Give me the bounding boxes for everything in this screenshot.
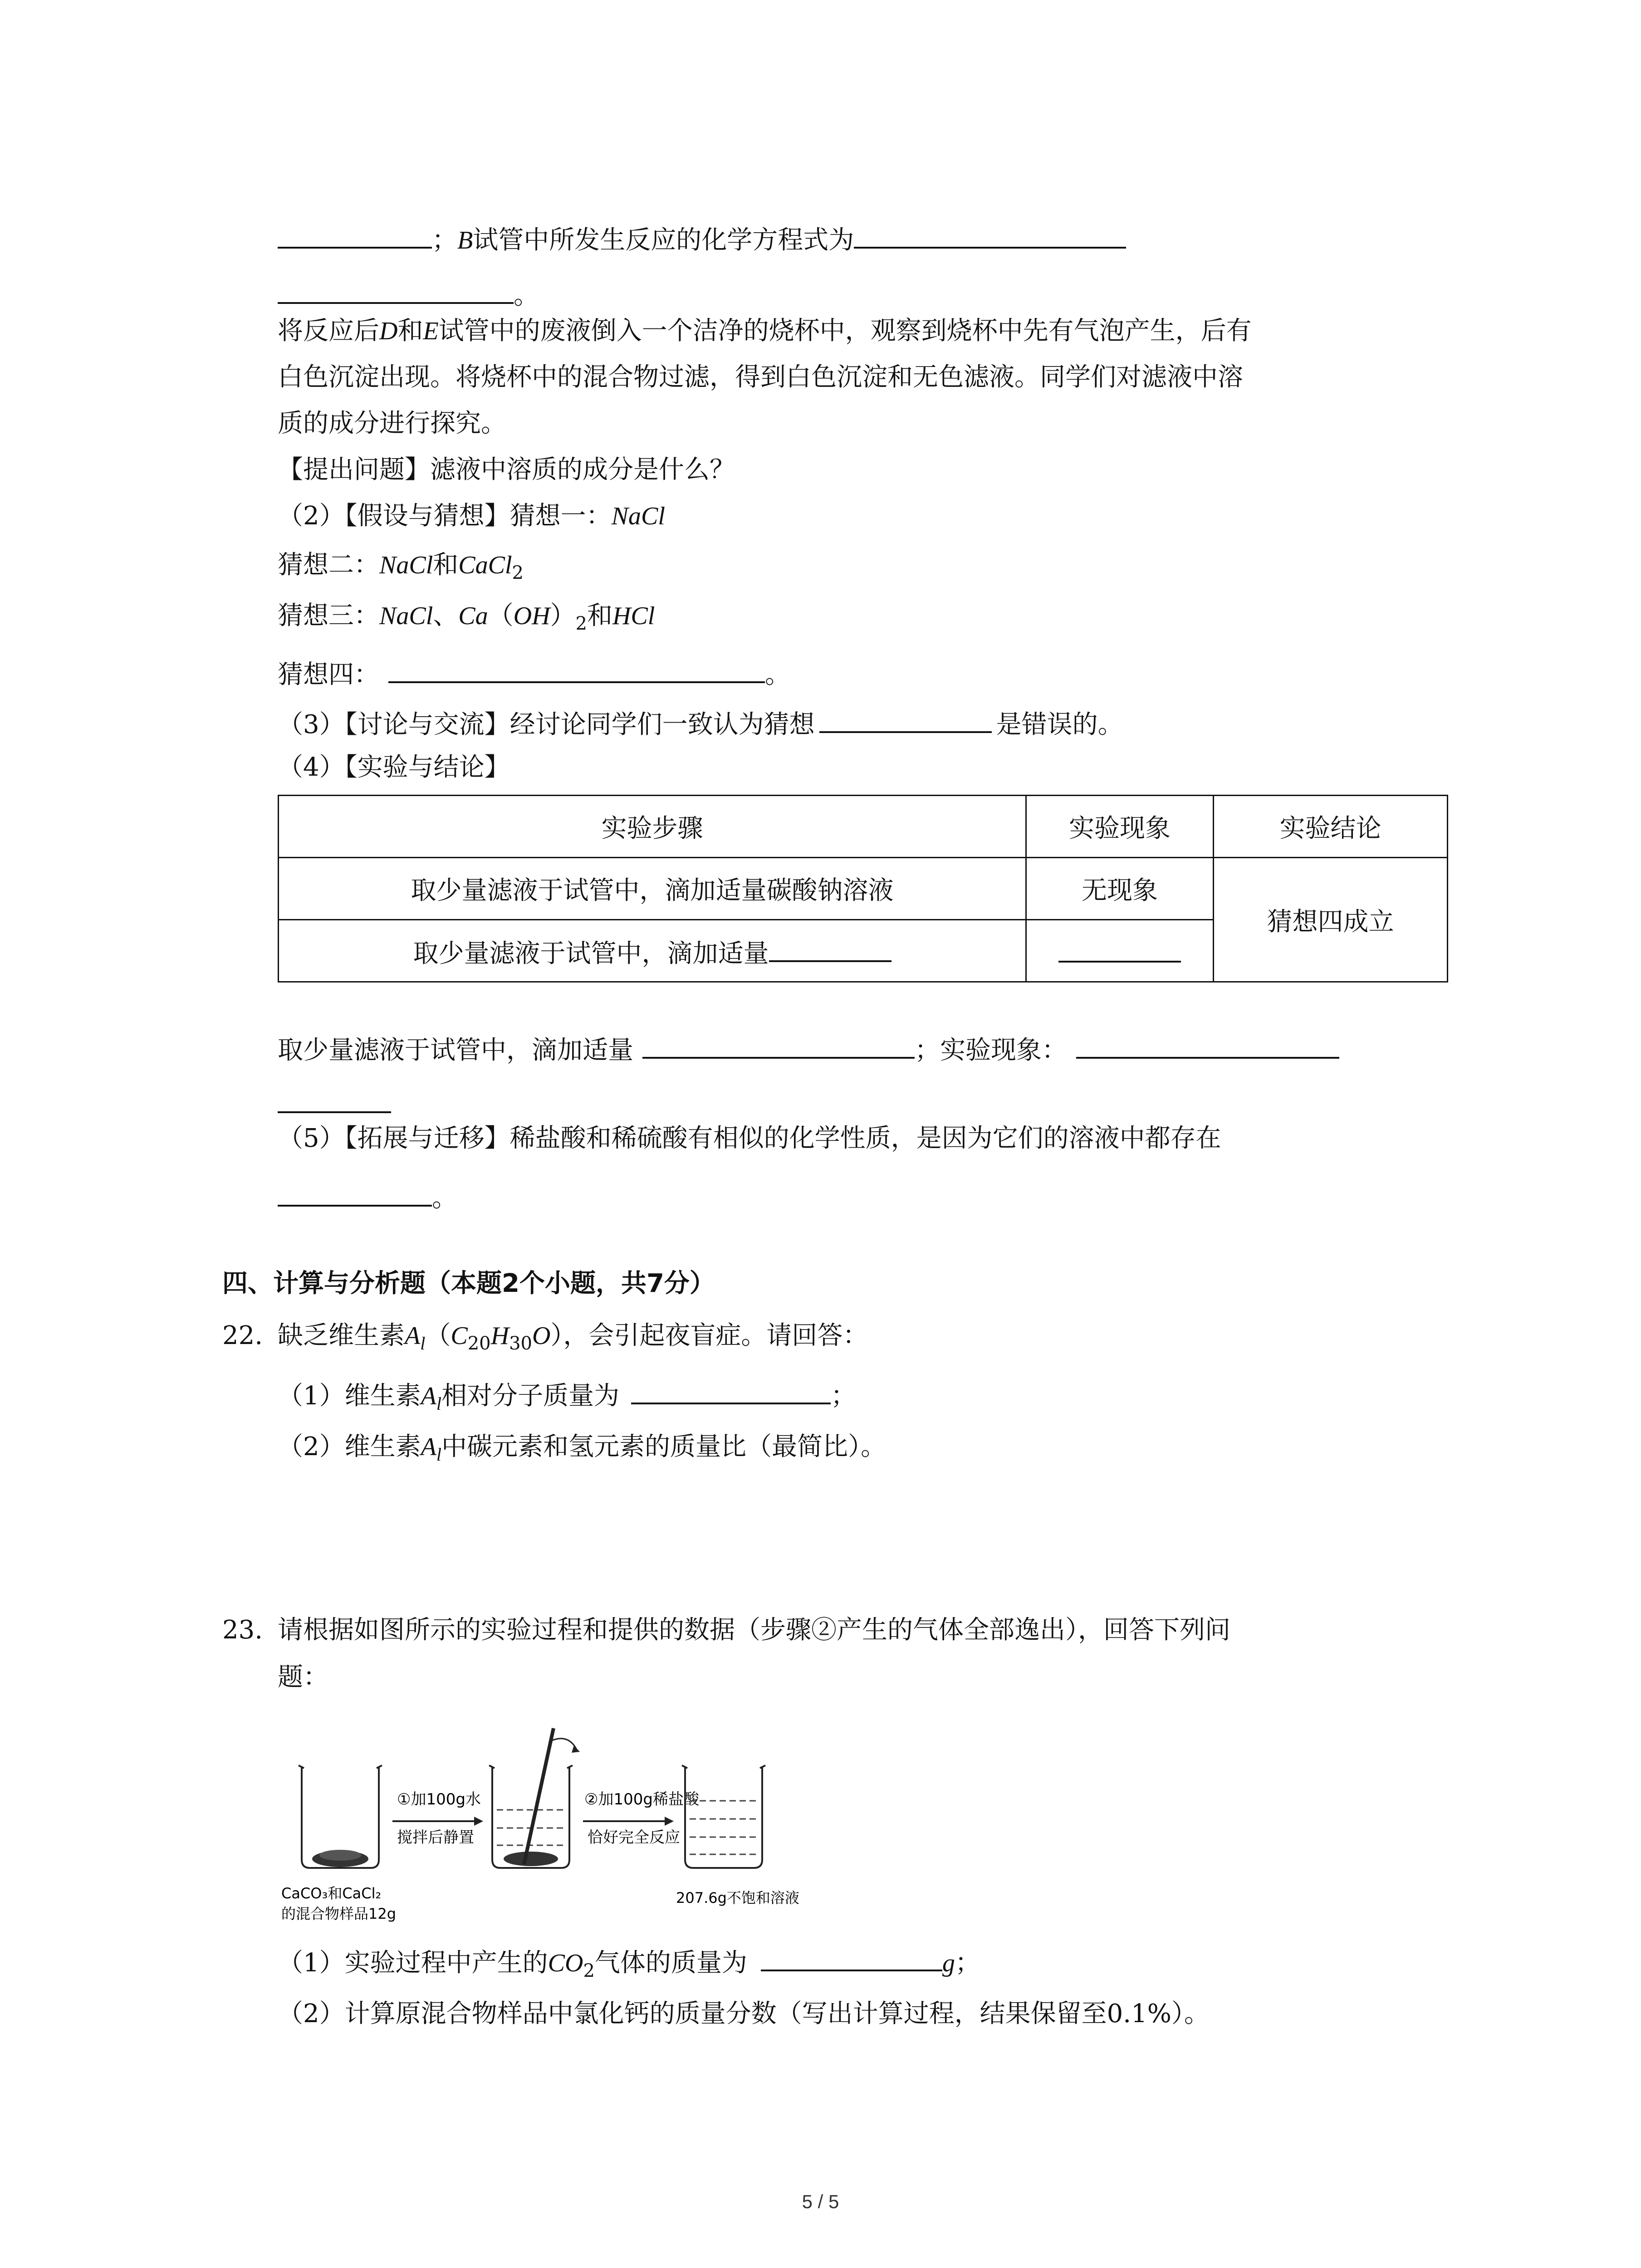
question-number: 23. bbox=[222, 1615, 263, 1645]
section-heading: 四、计算与分析题（本题2个小题，共7分） bbox=[222, 1269, 715, 1298]
guess-label: 猜想四： bbox=[278, 660, 379, 689]
subscript: 20 bbox=[467, 1333, 491, 1354]
subscript: l bbox=[436, 1444, 441, 1465]
text: （3）【讨论与交流】经讨论同学们一致认为猜想 bbox=[278, 710, 815, 739]
question-text: 试管中所发生反应的化学方程式为 bbox=[473, 225, 854, 255]
table-cell bbox=[279, 920, 1026, 982]
arrow-1 bbox=[392, 1790, 483, 1847]
q23-stem bbox=[222, 1612, 1230, 1648]
answer-blank[interactable] bbox=[854, 219, 1126, 249]
sample-label: CaCO₃和CaCl₂ bbox=[281, 1885, 382, 1902]
beaker-1 bbox=[299, 1765, 382, 1868]
text: 将反应后 bbox=[278, 316, 379, 346]
text: 中碳元素和氢元素的质量比（最简比）。 bbox=[441, 1432, 886, 1461]
answer-blank[interactable] bbox=[388, 653, 765, 683]
text: 和 bbox=[433, 550, 459, 580]
period: 。 bbox=[432, 1183, 457, 1213]
separator: ； bbox=[432, 225, 457, 255]
guess-four bbox=[278, 653, 790, 693]
paragraph-line: 白色沉淀出现。将烧杯中的混合物过滤，得到白色沉淀和无色滤液。同学们对滤液中溶 bbox=[278, 362, 1243, 392]
period: 。 bbox=[514, 281, 539, 310]
subscript: 2 bbox=[583, 1960, 595, 1982]
beaker-2 bbox=[489, 1728, 580, 1868]
formula: HCl bbox=[612, 602, 655, 630]
header-cell: 实验步骤 bbox=[279, 796, 1026, 858]
q23-stem-2: 题： bbox=[278, 1662, 328, 1692]
q22-stem bbox=[222, 1318, 868, 1362]
text: 和 bbox=[587, 601, 612, 631]
text: 试管中的废液倒入一个洁净的烧杯中，观察到烧杯中先有气泡产生，后有 bbox=[438, 316, 1252, 346]
text: 缺乏维生素 bbox=[278, 1321, 405, 1350]
formula: OH bbox=[513, 602, 550, 630]
tube-E-label: E bbox=[423, 317, 439, 345]
formula: NaCl bbox=[379, 551, 433, 579]
guess-label: 猜想二： bbox=[278, 550, 379, 580]
q21-equation-line-2 bbox=[278, 274, 539, 314]
question-number: 22. bbox=[222, 1321, 263, 1350]
subscript: 30 bbox=[509, 1333, 532, 1354]
formula: Ca bbox=[458, 602, 488, 630]
tube-B-label: B bbox=[457, 226, 473, 254]
subscript: 2 bbox=[512, 562, 524, 584]
discussion-line bbox=[278, 703, 1123, 743]
answer-blank[interactable] bbox=[278, 219, 432, 249]
table-header-row bbox=[279, 796, 1448, 858]
text: 和 bbox=[397, 316, 423, 346]
table-row bbox=[279, 858, 1448, 920]
experiment-heading: （4）【实验与结论】 bbox=[278, 753, 510, 782]
formula: A bbox=[421, 1433, 436, 1461]
answer-blank[interactable] bbox=[278, 1177, 432, 1207]
formula: CaCl bbox=[458, 551, 512, 579]
extension-line-2 bbox=[278, 1177, 457, 1217]
question-prompt: 【提出问题】滤液中溶质的成分是什么？ bbox=[278, 455, 735, 484]
text: 请根据如图所示的实验过程和提供的数据（步骤②产生的气体全部逸出），回答下列问 bbox=[278, 1615, 1230, 1645]
formula: A bbox=[405, 1322, 421, 1350]
text: ） bbox=[550, 601, 576, 631]
answer-blank[interactable] bbox=[631, 1374, 831, 1404]
text: 、 bbox=[433, 601, 459, 631]
header-cell: 实验结论 bbox=[1214, 796, 1448, 858]
paragraph-line: 质的成分进行探究。 bbox=[278, 409, 506, 438]
arrow-2 bbox=[583, 1790, 700, 1847]
text: ），会引起夜盲症。请回答： bbox=[550, 1321, 868, 1350]
formula: H bbox=[490, 1322, 509, 1350]
guess-one bbox=[278, 498, 665, 534]
text: 取少量滤液于试管中，滴加适量 bbox=[278, 1036, 633, 1065]
experiment-diagram bbox=[277, 1724, 921, 1932]
formula: NaCl bbox=[611, 502, 665, 530]
formula: A bbox=[421, 1382, 436, 1410]
guess-two bbox=[278, 547, 524, 591]
table-cell: 猜想四成立 bbox=[1214, 858, 1448, 982]
text: （1）实验过程中产生的 bbox=[278, 1948, 548, 1978]
experiment-table bbox=[278, 795, 1448, 982]
answer-blank[interactable] bbox=[278, 274, 514, 304]
q21-equation-line bbox=[278, 219, 1126, 259]
text: （1）维生素 bbox=[278, 1381, 421, 1411]
subscript: l bbox=[420, 1333, 426, 1354]
text: 取少量滤液于试管中，滴加适量 bbox=[413, 938, 769, 968]
answer-blank[interactable] bbox=[761, 1941, 942, 1971]
answer-blank[interactable] bbox=[642, 1029, 915, 1059]
guess-label: （2）【假设与猜想】猜想一： bbox=[278, 501, 612, 531]
answer-blank[interactable] bbox=[1058, 933, 1181, 963]
text: ； bbox=[955, 1948, 980, 1978]
q22-part1 bbox=[278, 1374, 856, 1422]
beaker-3 bbox=[682, 1765, 765, 1868]
formula: O bbox=[532, 1322, 551, 1350]
q23-part1 bbox=[278, 1941, 980, 1989]
step2-label: ②加100g稀盐酸 bbox=[584, 1790, 699, 1809]
q23-part2: （2）计算原混合物样品中氯化钙的质量分数（写出计算过程，结果保留至0.1%）。 bbox=[278, 1999, 1210, 2028]
answer-blank[interactable] bbox=[769, 932, 892, 962]
page-number: 5 / 5 bbox=[802, 2191, 839, 2212]
header-cell: 实验现象 bbox=[1026, 796, 1214, 858]
guess-label: 猜想三： bbox=[278, 601, 379, 631]
period: 。 bbox=[765, 660, 790, 689]
answer-blank[interactable] bbox=[819, 703, 992, 733]
table-cell: 无现象 bbox=[1026, 858, 1214, 920]
subscript: 2 bbox=[575, 613, 587, 635]
text: ；实验现象： bbox=[915, 1036, 1067, 1065]
text: 是错误的。 bbox=[996, 710, 1123, 739]
step2-label-2: 恰好完全反应 bbox=[588, 1828, 680, 1847]
table-cell: 取少量滤液于试管中，滴加适量碳酸钠溶液 bbox=[279, 858, 1026, 920]
formula: CO bbox=[548, 1949, 583, 1977]
table-cell bbox=[1026, 920, 1214, 982]
formula: NaCl bbox=[379, 602, 433, 630]
formula: C bbox=[451, 1322, 468, 1350]
answer-blank[interactable] bbox=[278, 1083, 391, 1113]
text: （ bbox=[488, 601, 514, 631]
guess-three bbox=[278, 598, 655, 642]
answer-line-2 bbox=[278, 1083, 391, 1123]
answer-line bbox=[278, 1029, 1339, 1069]
text: （2）维生素 bbox=[278, 1432, 421, 1461]
result-label: 207.6g不饱和溶液 bbox=[676, 1889, 799, 1906]
text: （ bbox=[425, 1321, 451, 1350]
tube-D-label: D bbox=[379, 317, 398, 345]
text: 气体的质量为 bbox=[594, 1948, 747, 1978]
unit: g bbox=[942, 1949, 955, 1977]
answer-blank[interactable] bbox=[1076, 1029, 1339, 1059]
q22-part2 bbox=[278, 1429, 886, 1473]
paragraph-line bbox=[278, 313, 1252, 349]
subscript: l bbox=[436, 1393, 441, 1414]
sample-label-2: 的混合物样品12g bbox=[281, 1905, 397, 1922]
text: ； bbox=[830, 1381, 856, 1411]
extension-line: （5）【拓展与迁移】稀盐酸和稀硫酸有相似的化学性质，是因为它们的溶液中都存在 bbox=[278, 1124, 1221, 1153]
step1-label-2: 搅拌后静置 bbox=[397, 1828, 474, 1847]
text: 相对分子质量为 bbox=[441, 1381, 619, 1411]
step1-label: ①加100g水 bbox=[397, 1790, 481, 1809]
